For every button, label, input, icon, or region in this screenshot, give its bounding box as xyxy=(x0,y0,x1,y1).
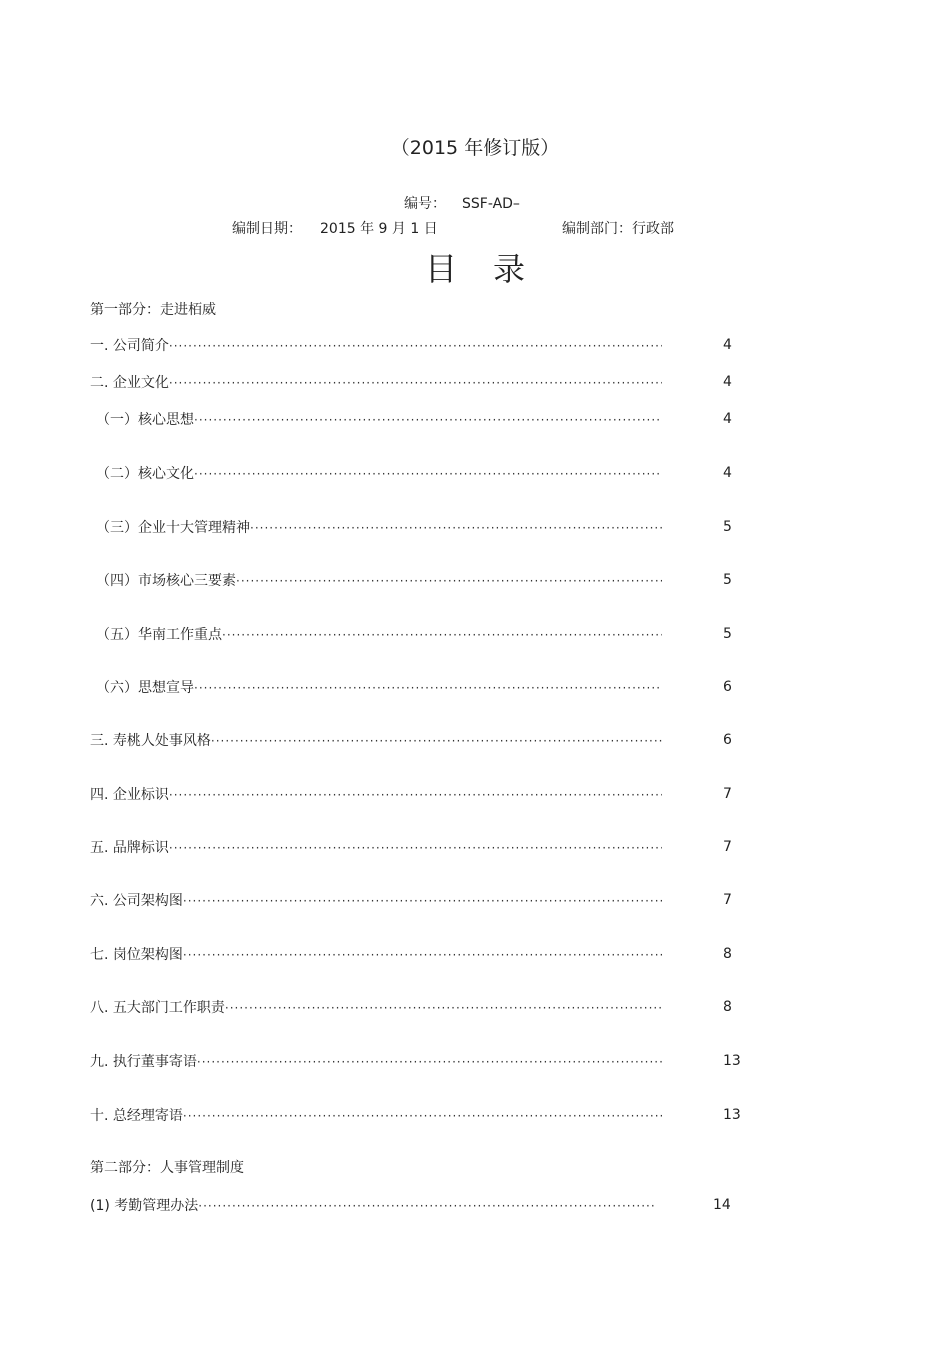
toc-entry-page: 4 xyxy=(723,374,732,390)
toc-entry[interactable] xyxy=(90,1105,662,1125)
compile-date-value: 2015 年 9 月 1 日 xyxy=(320,221,438,237)
toc-leader xyxy=(198,1199,656,1213)
toc-entry-label: 九. 执行董事寄语 xyxy=(90,1054,197,1070)
toc-entry[interactable] xyxy=(90,409,662,429)
toc-entry-page: 5 xyxy=(723,626,732,642)
toc-entry-page: 7 xyxy=(723,786,732,802)
toc-part-1: 第一部分：走进栢威 xyxy=(90,302,216,318)
toc-entry[interactable] xyxy=(90,570,662,590)
toc-entry-page: 13 xyxy=(723,1053,741,1069)
toc-entry[interactable] xyxy=(90,1195,656,1215)
toc-entry-page: 4 xyxy=(723,465,732,481)
toc-leader xyxy=(225,1001,662,1015)
document-number-label: 编号： xyxy=(404,196,446,212)
toc-entry-label: 三. 寿桃人处事风格 xyxy=(90,733,211,749)
compile-department-value: 行政部 xyxy=(632,221,674,237)
toc-leader xyxy=(183,894,662,908)
toc-entry-label: 七. 岗位架构图 xyxy=(90,947,183,963)
toc-entry-page: 6 xyxy=(723,732,732,748)
toc-entry[interactable] xyxy=(90,837,662,857)
toc-entry-page: 13 xyxy=(723,1107,741,1123)
toc-entry-label: （三）企业十大管理精神 xyxy=(96,520,250,536)
toc-entry-page: 14 xyxy=(713,1197,731,1213)
toc-entry-page: 5 xyxy=(723,572,732,588)
toc-entry-label: (1) 考勤管理办法 xyxy=(90,1198,199,1214)
toc-entry-label: （四）市场核心三要素 xyxy=(96,573,236,589)
compile-date-label: 编制日期： xyxy=(232,221,302,237)
toc-entry[interactable] xyxy=(90,463,662,483)
toc-entry-label: （六）思想宣导 xyxy=(96,680,194,696)
edition-note: （2015 年修订版） xyxy=(390,137,560,159)
toc-leader xyxy=(236,574,662,588)
toc-entry-page: 5 xyxy=(723,519,732,535)
toc-entry-label: （一）核心思想 xyxy=(96,412,194,428)
toc-entry-page: 7 xyxy=(723,839,732,855)
toc-entry-page: 4 xyxy=(723,337,732,353)
toc-entry-page: 6 xyxy=(723,679,732,695)
toc-entry-label: 六. 公司架构图 xyxy=(90,893,183,909)
toc-leader xyxy=(169,841,662,855)
toc-entry[interactable] xyxy=(90,677,662,697)
toc-leader xyxy=(183,1109,662,1123)
toc-entry-label: 五. 品牌标识 xyxy=(90,840,169,856)
toc-entry[interactable] xyxy=(90,730,662,750)
document-number xyxy=(404,193,520,213)
toc-part-2: 第二部分：人事管理制度 xyxy=(90,1160,244,1176)
toc-entry-page: 7 xyxy=(723,892,732,908)
toc-entry-label: 十. 总经理寄语 xyxy=(90,1108,183,1124)
toc-leader xyxy=(222,628,662,642)
toc-entry[interactable] xyxy=(90,784,662,804)
toc-title: 目录 xyxy=(424,250,561,288)
toc-entry[interactable] xyxy=(90,944,662,964)
toc-leader xyxy=(194,413,662,427)
document-number-value: SSF-AD– xyxy=(462,196,520,212)
toc-entry-label: 八. 五大部门工作职责 xyxy=(90,1000,225,1016)
toc-entry[interactable] xyxy=(90,372,662,392)
toc-leader xyxy=(211,734,662,748)
toc-entry[interactable] xyxy=(90,997,662,1017)
compile-department xyxy=(562,218,674,238)
toc-leader xyxy=(197,1055,662,1069)
toc-leader xyxy=(194,681,662,695)
toc-leader xyxy=(169,376,662,390)
toc-entry-page: 4 xyxy=(723,411,732,427)
toc-entry-label: （五）华南工作重点 xyxy=(96,627,222,643)
toc-entry[interactable] xyxy=(90,335,662,355)
toc-entry[interactable] xyxy=(90,517,662,537)
toc-entry-label: （二）核心文化 xyxy=(96,466,194,482)
toc-entry[interactable] xyxy=(90,890,662,910)
compile-department-label: 编制部门： xyxy=(562,221,632,237)
toc-leader xyxy=(183,948,662,962)
compile-date xyxy=(232,218,438,238)
toc-entry-label: 二. 企业文化 xyxy=(90,375,169,391)
toc-entry-label: 四. 企业标识 xyxy=(90,787,169,803)
toc-entry[interactable] xyxy=(90,1051,662,1071)
toc-entry-label: 一. 公司简介 xyxy=(90,338,169,354)
toc-leader xyxy=(194,467,662,481)
toc-entry[interactable] xyxy=(90,624,662,644)
toc-leader xyxy=(250,521,662,535)
toc-entry-page: 8 xyxy=(723,999,732,1015)
toc-leader xyxy=(169,788,662,802)
toc-leader xyxy=(169,339,662,353)
toc-entry-page: 8 xyxy=(723,946,732,962)
